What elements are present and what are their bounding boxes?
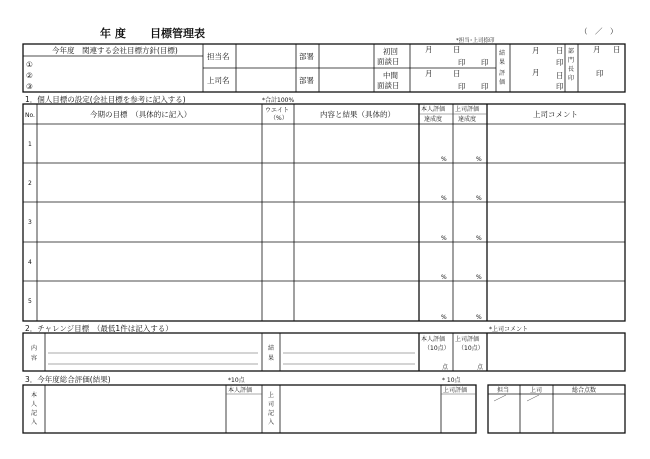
dept-head-month-label: 月 xyxy=(593,45,601,54)
page-title: 目標管理表 xyxy=(150,27,205,40)
col-boss-header-1: 上司評価 xyxy=(455,106,480,113)
mid-seal-1[interactable]: 印 xyxy=(458,82,466,91)
first-month-label: 月 xyxy=(425,45,433,54)
row-1-self-unit: % xyxy=(441,156,447,163)
boss-entry-label-2: 司 xyxy=(268,401,275,408)
row-1-boss-unit: % xyxy=(476,156,482,163)
stamp-note: *担当･上司捺印 xyxy=(456,38,495,44)
row-2-no: 2 xyxy=(28,180,32,187)
challenge-boss-label-1: 上司評価 xyxy=(455,336,480,343)
summary-total-label: 総合点数 xyxy=(572,387,597,394)
staff-name-field[interactable] xyxy=(237,46,295,66)
dept-head-seal[interactable]: 印 xyxy=(596,69,604,78)
dept-head-vertical-3: 長 xyxy=(568,66,575,73)
challenge-self-label-1: 本人評価 xyxy=(421,336,446,343)
row-5-boss-unit: % xyxy=(476,314,482,321)
challenge-boss-point: 点 xyxy=(477,364,484,371)
first-interview-label-1: 初回 xyxy=(383,47,398,56)
boss-entry-field[interactable] xyxy=(281,386,440,432)
policy-heading: 今年度 関連する会社目標方針(目標) xyxy=(52,46,178,55)
dept-head-vertical-1: 部 xyxy=(568,48,575,55)
row-4-self-unit: % xyxy=(441,274,447,281)
result-seal-2[interactable]: 印 xyxy=(556,82,564,91)
row-4-boss-unit: % xyxy=(476,274,482,281)
mid-month-label: 月 xyxy=(425,69,433,78)
title-year: 年 度 xyxy=(100,27,126,40)
challenge-content-label-1: 内 xyxy=(31,345,38,352)
first-seal-2[interactable]: 印 xyxy=(481,58,489,67)
row-5-no: 5 xyxy=(28,298,32,305)
challenge-content-field[interactable] xyxy=(46,334,261,370)
section2-comment-note: *上司コメント xyxy=(489,326,529,333)
boss-entry-label-3: 記 xyxy=(268,410,275,417)
overall-self-eval-label: 本人評価 xyxy=(228,387,253,394)
dept-head-vertical-2: 門 xyxy=(568,57,575,64)
policy-mark-3[interactable]: ③ xyxy=(26,82,33,91)
summary-staff-label: 担当 xyxy=(497,387,510,394)
dept-head-vertical-4: 印 xyxy=(568,75,575,82)
section3-heading: 3．今年度総合評価(結果) xyxy=(25,375,111,384)
policy-mark-2[interactable]: ② xyxy=(26,71,33,80)
challenge-boss-label-2: （10点） xyxy=(458,345,484,352)
challenge-result-label-1: 結 xyxy=(268,345,275,352)
summary-boss-label: 上司 xyxy=(530,387,543,394)
section1-heading: 1．個人目標の設定(会社目標を参考に記入する) xyxy=(25,95,186,104)
first-day-label: 日 xyxy=(453,45,461,54)
col-no-header: No. xyxy=(25,112,35,119)
col-self-header-1: 本人評価 xyxy=(421,106,446,113)
boss-name-label: 上司名 xyxy=(207,76,230,85)
staff-dept-label: 部署 xyxy=(299,52,314,61)
row-3-no: 3 xyxy=(28,219,32,226)
mid-day-label: 日 xyxy=(453,69,461,78)
col-comment-header: 上司コメント xyxy=(533,110,578,119)
self-entry-label-1: 本 xyxy=(31,392,38,399)
first-interview-label-2: 面談日 xyxy=(377,57,400,66)
overall-boss-eval-label: 上司評価 xyxy=(443,387,468,394)
goal-field-1[interactable] xyxy=(38,125,261,162)
self-entry-field[interactable] xyxy=(46,386,225,432)
total-score-field[interactable] xyxy=(554,395,624,432)
mid-interview-label-1: 中間 xyxy=(383,71,398,80)
row-5-self-unit: % xyxy=(441,314,447,321)
col-self-header-2: 達成度 xyxy=(424,116,443,123)
col-weight-header-1: ウエイト xyxy=(265,107,290,114)
boss-entry-label-4: 入 xyxy=(268,419,275,426)
goal-field-4[interactable] xyxy=(38,243,261,280)
boss-name-field[interactable] xyxy=(237,70,295,90)
result-day-label-2: 日 xyxy=(556,71,564,80)
dept-head-day-label: 日 xyxy=(613,45,621,54)
result-vertical-1: 結 xyxy=(499,50,506,57)
mid-interview-label-2: 面談日 xyxy=(377,81,400,90)
section2-heading: 2．チャレンジ目標 （最低1件は記入する） xyxy=(25,324,173,333)
challenge-self-label-2: （10点） xyxy=(424,345,450,352)
result-seal-1[interactable]: 印 xyxy=(556,58,564,67)
boss-dept-label: 部署 xyxy=(299,76,314,85)
section3-note-right: * 10点 xyxy=(442,377,461,384)
self-entry-label-3: 記 xyxy=(31,410,38,417)
col-goal-header: 今期の目標 （具体的に記入） xyxy=(90,110,192,119)
mid-seal-2[interactable]: 印 xyxy=(481,82,489,91)
first-seal-1[interactable]: 印 xyxy=(458,58,466,67)
row-2-self-unit: % xyxy=(441,195,447,202)
self-entry-label-4: 入 xyxy=(31,419,38,426)
boss-entry-label-1: 上 xyxy=(268,392,275,399)
result-vertical-2: 果 xyxy=(499,59,506,66)
challenge-comment-field[interactable] xyxy=(488,334,624,370)
goal-field-5[interactable] xyxy=(38,282,261,320)
policy-mark-1[interactable]: ① xyxy=(26,60,33,69)
challenge-self-point: 点 xyxy=(442,364,449,371)
section3-note-left: *10点 xyxy=(228,377,245,384)
section1-total-note: *合計100% xyxy=(262,97,295,104)
row-3-boss-unit: % xyxy=(476,235,482,242)
col-boss-header-2: 達成度 xyxy=(458,116,477,123)
row-4-no: 4 xyxy=(28,259,32,266)
result-vertical-3: 評 xyxy=(499,70,506,77)
goal-field-3[interactable] xyxy=(38,203,261,241)
col-content-header: 内容と結果（具体的） xyxy=(320,110,395,119)
result-vertical-4: 価 xyxy=(499,79,506,86)
result-month-label-2: 月 xyxy=(532,68,540,77)
challenge-content-label-2: 容 xyxy=(31,355,38,362)
row-1-no: 1 xyxy=(28,141,32,148)
challenge-result-label-2: 果 xyxy=(268,355,275,362)
row-3-self-unit: % xyxy=(441,235,447,242)
staff-name-label: 担当名 xyxy=(207,52,230,61)
row-2-boss-unit: % xyxy=(476,195,482,202)
col-weight-header-2: （%） xyxy=(270,115,288,122)
self-entry-label-2: 人 xyxy=(31,401,38,408)
date-slot[interactable]: （ ／ ） xyxy=(580,27,618,36)
goal-field-2[interactable] xyxy=(38,164,261,201)
result-month-label: 月 xyxy=(532,46,540,55)
result-day-label: 日 xyxy=(556,46,564,55)
staff-dept-field[interactable] xyxy=(320,46,373,66)
challenge-result-field[interactable] xyxy=(281,334,418,370)
boss-dept-field[interactable] xyxy=(320,70,373,90)
